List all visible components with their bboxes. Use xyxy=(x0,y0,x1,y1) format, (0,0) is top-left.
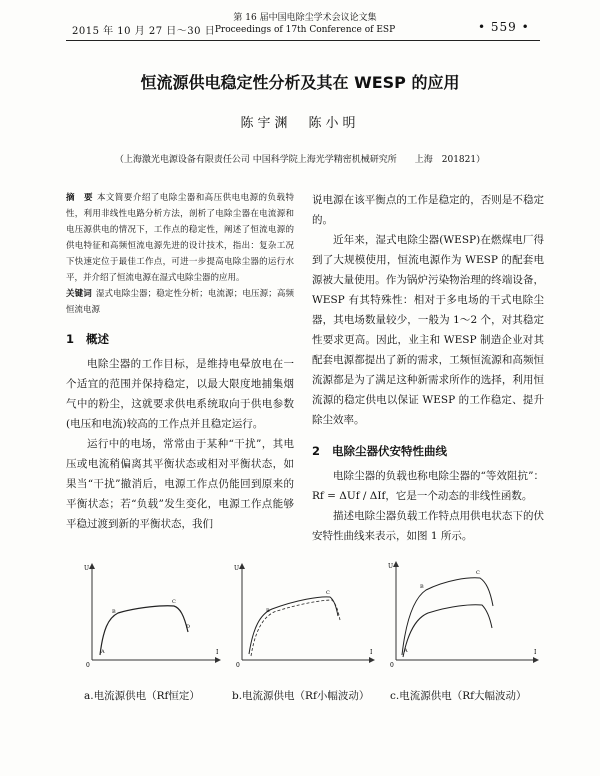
right-column xyxy=(312,190,544,546)
figure-panel-c xyxy=(388,563,537,669)
keywords xyxy=(66,286,294,318)
header-page-number: • 559 • xyxy=(478,20,530,34)
figure-caption-c: c.电流源供电（Rf大幅波动） xyxy=(390,690,527,702)
panel-c-point-a: A xyxy=(404,648,408,654)
panel-b-point-c: C xyxy=(326,590,330,596)
panel-c-origin: 0 xyxy=(390,662,394,669)
panel-b-axis-u: U xyxy=(234,565,240,572)
paper-authors: 陈宇渊 陈小明 xyxy=(240,116,360,131)
panel-a-axis-u: U xyxy=(84,565,90,572)
header-date: 2015 年 10 月 27 日～30 日 xyxy=(72,26,216,37)
section-1-paragraph-1: 电除尘器的工作目标，是维持电晕放电在一个适宜的范围并保持稳定，以最大限度地捕集烟气中的粉尘，这就要求供电系统取向于供电参数(电压和电流)较高的工作点并且稳定运行。 xyxy=(66,358,294,430)
paper-affiliation: （上海激光电源设备有限责任公司 中国科学院上海光学精密机械研究所 上海 201821） xyxy=(114,155,486,165)
keywords-label: 关键词 xyxy=(66,289,92,299)
header-conference-cn: 第 16 届中国电除尘学术会议论文集 xyxy=(233,13,377,23)
left-column xyxy=(66,190,294,534)
figure-panel-b xyxy=(234,565,373,669)
panel-c-curve-2 xyxy=(403,605,492,657)
panel-b-point-b: B xyxy=(266,608,270,614)
section-2-paragraph-1: 电除尘器的负载也称电除尘器的“等效阻抗”：Rf = ΔUf / ΔIf，它是一个动态的非线性函数。 xyxy=(312,470,544,502)
panel-c-curve-1 xyxy=(402,578,493,655)
section-1-paragraph-4: 近年来，湿式电除尘器(WESP)在燃煤电厂得到了大规模使用，恒流电源作为 WESP 的配套电源被大量使用。作为锅炉污染物治理的终端设备，WESP 有其特殊性：相对于多电场的干式电除尘器，其电场数量较少，一般为 1～2 个，对其稳定性要求更高。因此，业主和 WESP 制造企业对其配套电源都提出了新的需求，工频恒流源和高频恒流源都是为了满足这种新需求所作的选择，利用恒流源的稳定供电以保证 WESP 的工作稳定、提升除尘效率。 xyxy=(312,234,544,426)
abstract xyxy=(66,190,294,286)
panel-a-axis-i: I xyxy=(216,649,219,656)
section-2-title: 电除尘器伏安特性曲线 xyxy=(332,444,448,458)
section-1-title: 概述 xyxy=(86,332,110,346)
section-1-heading xyxy=(66,330,294,348)
panel-b-curve-1 xyxy=(249,597,338,654)
figure-caption-a: a.电流源供电（Rf恒定） xyxy=(84,690,200,702)
panel-a-point-b: B xyxy=(112,609,116,615)
panel-c-axis-i: I xyxy=(534,649,537,656)
panel-b-curve-2 xyxy=(251,600,340,656)
header-conference-en: Proceedings of 17th Conference of ESP xyxy=(214,25,396,35)
panel-c-axis-u: U xyxy=(388,563,394,570)
panel-a-point-d: D xyxy=(186,624,191,630)
abstract-label: 摘 要 xyxy=(66,193,93,203)
figure-caption-b: b.电流源供电（Rf小幅波动） xyxy=(232,690,370,702)
header-rule xyxy=(66,40,540,41)
section-2-paragraph-2: 描述电除尘器负载工作特点用供电状态下的伏安特性曲线来表示，如图 1 所示。 xyxy=(312,510,544,542)
panel-c-point-c: C xyxy=(476,570,480,576)
section-1-paragraph-2: 运行中的电场，常常由于某种“干扰”，其电压或电流稍偏离其平衡状态或相对平衡状态，如果当“干扰”撤消后，电源工作点仍能回到原来的平衡状态；若“负载”发生变化，电源工作点能够平稳过渡到新的平衡状态，我们 xyxy=(66,438,294,530)
abstract-text: 本文简要介绍了电除尘器和高压供电电源的负载特性，利用非线性电路分析方法，剖析了电除尘器在电流源和电压源供电的情况下，工作点的稳定性，阐述了恒流电源的供电特征和高频恒流电源先进的设计技术，指出：复杂工况下快速定位于最佳工作点，可进一步提高电除尘器的运行水平，并介绍了恒流电源在湿式电除尘器的应用。 xyxy=(66,193,294,283)
panel-b-origin: 0 xyxy=(236,662,240,669)
header-conference xyxy=(210,12,400,36)
section-1-number: 1 xyxy=(66,332,75,346)
panel-a-point-a: A xyxy=(101,649,105,655)
keywords-text: 湿式电除尘器；稳定性分析；电流源；电压源；高频恒流电源 xyxy=(66,289,294,315)
figure-panel-a xyxy=(84,565,219,669)
section-1-paragraph-3: 说电源在该平衡点的工作是稳定的，否则是不稳定的。 xyxy=(312,194,544,226)
panel-b-axis-i: I xyxy=(370,649,373,656)
panel-a-point-c: C xyxy=(172,599,176,605)
panel-a-origin: 0 xyxy=(86,662,90,669)
panel-c-point-b: B xyxy=(420,584,424,590)
section-2-number: 2 xyxy=(312,444,321,458)
section-2-heading xyxy=(312,442,544,460)
paper-title: 恒流源供电稳定性分析及其在 WESP 的应用 xyxy=(140,73,460,92)
